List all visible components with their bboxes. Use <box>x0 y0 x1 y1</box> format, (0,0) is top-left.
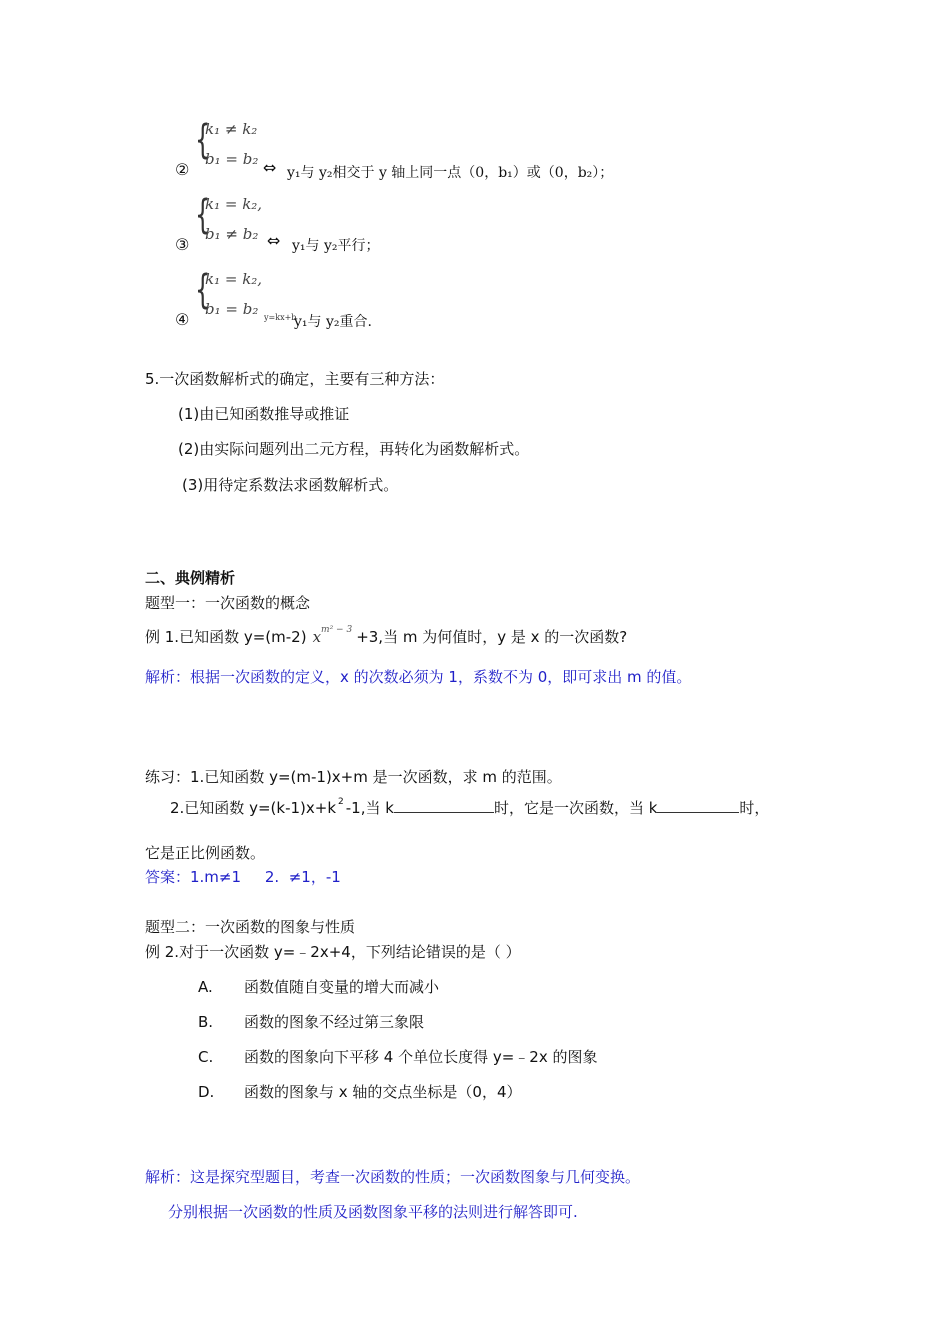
condition-3 <box>175 193 475 255</box>
condition-eq2: b₁ = b₂ <box>205 300 259 318</box>
option-text: 函数值随自变量的增大而减小 <box>244 978 440 996</box>
option-b <box>198 1011 424 1032</box>
condition-4 <box>175 268 475 332</box>
example1-suffix: +3,当 m 为何值时，y 是 x 的一次函数? <box>356 628 628 646</box>
blank-field-1[interactable] <box>394 800 494 813</box>
option-text: 函数的图象与 x 轴的交点坐标是（0，4） <box>244 1083 522 1101</box>
example1-base: x <box>312 628 322 646</box>
practice2-sup: 2 <box>338 797 344 807</box>
example1-exponent: m² − 3 <box>321 625 353 635</box>
equivalence-arrow-icon: ⇔ <box>263 158 277 177</box>
option-label: C. <box>198 1048 214 1066</box>
condition-eq1: k₁ = k₂, <box>205 270 263 288</box>
section5-item: (2)由实际问题列出二元方程，再转化为函数解析式。 <box>178 440 530 458</box>
condition-eq2: b₁ ≠ b₂ <box>205 225 259 243</box>
equivalence-arrow-icon: ⇔ <box>267 231 281 250</box>
answer: 答案：1.m≠1 2. ≠1，-1 <box>145 868 341 886</box>
practice2 <box>170 797 769 818</box>
practice1: 练习：1.已知函数 y=(m-1)x+m 是一次函数，求 m 的范围。 <box>145 768 562 786</box>
condition-eq1: k₁ ≠ k₂ <box>205 120 258 138</box>
section-heading: 二、典例精析 <box>145 569 236 587</box>
section5-item: (3)用待定系数法求函数解析式。 <box>182 476 399 494</box>
condition-eq2: b₁ = b₂ <box>205 150 259 168</box>
option-a <box>198 976 439 997</box>
option-label: A. <box>198 978 213 996</box>
analysis2-line1: 解析：这是探究型题目，考查一次函数的性质；一次函数图象与几何变换。 <box>145 1168 641 1186</box>
blank-field-2[interactable] <box>657 800 739 813</box>
analysis2-line2: 分别根据一次函数的性质及函数图象平移的法则进行解答即可. <box>168 1203 578 1221</box>
condition-text: y₁与 y₂平行； <box>292 238 380 254</box>
option-c <box>198 1046 597 1067</box>
circled-marker: ③ <box>175 235 190 254</box>
option-label: B. <box>198 1013 214 1031</box>
analysis1: 解析：根据一次函数的定义，x 的次数必须为 1，系数不为 0，即可求出 m 的值。 <box>145 668 692 686</box>
condition-2 <box>175 118 695 180</box>
circled-marker: ② <box>175 160 190 179</box>
circled-marker: ④ <box>175 310 190 329</box>
section5-title: 5.一次函数解析式的确定，主要有三种方法： <box>145 370 445 388</box>
example2: 例 2.对于一次函数 y=﹣2x+4，下列结论错误的是（ ） <box>145 943 521 961</box>
arrow-label: y=kx+b <box>264 313 297 322</box>
brace-icon: { <box>195 267 211 313</box>
option-text: 函数的图象不经过第三象限 <box>244 1013 425 1031</box>
condition-text: y₁与 y₂重合. <box>294 314 372 330</box>
practice2-line2: 它是正比例函数。 <box>145 844 266 862</box>
option-text: 函数的图象向下平移 4 个单位长度得 y=﹣2x 的图象 <box>244 1048 598 1066</box>
type1-title: 题型一：一次函数的概念 <box>145 594 311 612</box>
type2-title: 题型二：一次函数的图象与性质 <box>145 918 356 936</box>
practice2-b: -1,当 k <box>345 799 394 817</box>
option-d <box>198 1081 522 1102</box>
brace-icon: { <box>195 117 211 163</box>
condition-eq1: k₁ = k₂, <box>205 195 263 213</box>
example1-prefix: 例 1.已知函数 y=(m-2) <box>145 628 307 646</box>
practice2-d: 时， <box>739 799 770 817</box>
brace-icon: { <box>195 192 211 238</box>
practice2-a: 2.已知函数 y=(k-1)x+k <box>170 799 337 817</box>
condition-text: y₁与 y₂相交于 y 轴上同一点（0，b₁）或（0，b₂）； <box>287 165 614 181</box>
option-label: D. <box>198 1083 215 1101</box>
example1 <box>145 626 627 647</box>
section5-item: (1)由已知函数推导或推证 <box>178 405 350 423</box>
practice2-c: 时，它是一次函数，当 k <box>493 799 658 817</box>
